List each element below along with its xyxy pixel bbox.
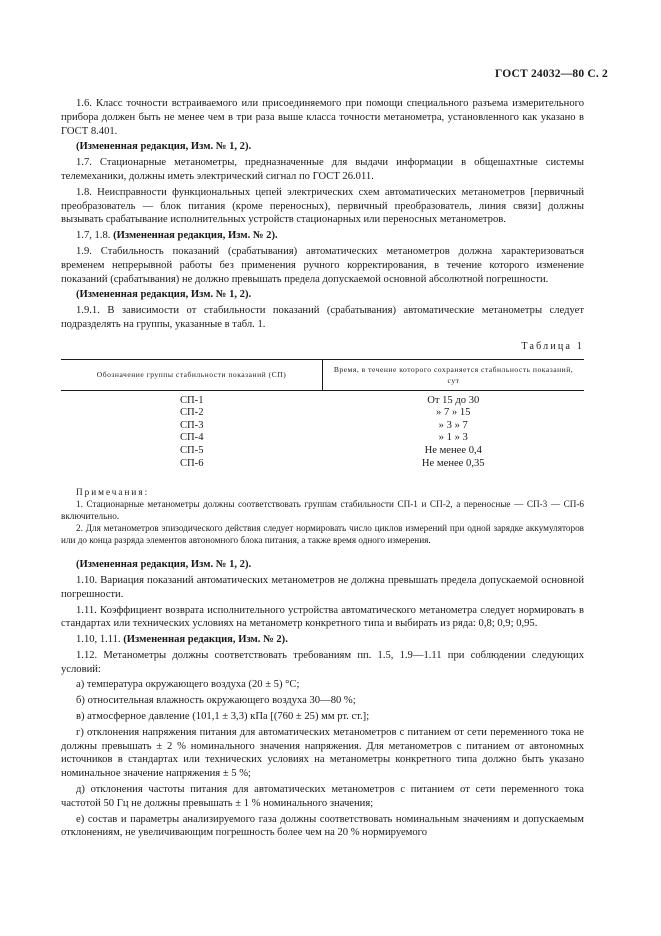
clause-1-8: 1.8. Неисправности функциональных цепей электрических схем автоматических метанометров [первичный преобразователь — блок питания (кроме переносных), первичный преобразователь, линия связи] должны вызывать срабатывание исполнительных устройств стационарных или переносных метанометров. — [61, 186, 584, 226]
edition-note: (Измененная редакция, Изм. № 2). — [123, 634, 288, 646]
condition-e: е) состав и параметры анализируемого газа должны соответствовать номинальным значениям и допускаемым отклонениям, не увеличивающим погрешность более чем на 20 % нормируемого — [61, 813, 584, 839]
notes-edition-note: (Измененная редакция, Изм. № 1, 2). — [76, 559, 252, 571]
condition-g: г) отклонения напряжения питания для автоматических метанометров с питанием от сети переменного тока не должны превышать ± 2 % номинального значения напряжения. Для метанометров с питанием от автономных источников в стандартах или технических условиях на метанометры конкретного типа должно быть указано номинальное значение напряжения ± 5 %; — [61, 726, 584, 780]
table-header-time: Время, в течение которого сохраняется стабильность показаний, сут — [323, 359, 585, 390]
clause-1-9-1: 1.9.1. В зависимости от стабильности показаний (срабатывания) автоматические метанометры следует подразделять на группы, указанные в табл. 1. — [61, 305, 584, 330]
table-cell-group: СП-1 — [179, 394, 204, 406]
table-cell-time: Не менее 0,35 — [421, 457, 485, 469]
table-row — [61, 458, 584, 483]
table-notes — [61, 486, 584, 546]
table-row — [61, 407, 584, 420]
table-row — [61, 390, 584, 407]
clause-1-7: 1.7. Стационарные метанометры, предназначенные для выдачи информации в общешахтные системы телемеханики, должны иметь электрический сигнал по ГОСТ 26.011. — [61, 157, 584, 182]
table-cell-group: СП-6 — [179, 457, 204, 469]
clause-1-9: 1.9. Стабильность показаний (срабатывания) автоматических метанометров должна характеризоваться временем непрерывной работы без применения ручного корректирования, в течение которого изменение показаний (срабатывания) не должно превышать предела допускаемой основной абсолютной погрешности. — [61, 245, 584, 285]
clause-1-6: 1.6. Класс точности встраиваемого или присоединяемого при помощи специального разъема измерительного прибора должен быть не менее чем в три раза выше класса точности метанометра, установленного как указано в ГОСТ 8.401. — [61, 98, 584, 137]
condition-b: б) относительная влажность окружающего воздуха 30—80 %; — [76, 695, 356, 707]
edition-note: (Измененная редакция, Изм. № 2). — [113, 230, 278, 242]
table-cell-time: От 15 до 30 — [427, 394, 480, 406]
clause-1-11: 1.11. Коэффициент возврата исполнительного устройства автоматического метанометра следует нормировать в стандартах или технических условиях на метанометр конкретного типа и выбирать из ряда: 0,8; 0,9; 0,95. — [61, 604, 584, 630]
clause-1-9-edition-note: (Измененная редакция, Изм. № 1, 2). — [76, 289, 252, 301]
table-row — [61, 445, 584, 458]
clause-number: 1.10, 1.11. — [76, 634, 124, 646]
notes-title: Примечания: — [76, 487, 150, 498]
clause-1-10-1-11-edition — [61, 633, 584, 647]
table-cell-group: СП-4 — [179, 432, 204, 444]
table-row — [61, 432, 584, 445]
condition-v: в) атмосферное давление (101,1 ± 3,3) кПа [(760 ± 25) мм рт. ст.]; — [76, 711, 370, 723]
clause-1-6-edition-note: (Измененная редакция, Изм. № 1, 2). — [76, 141, 252, 153]
table-cell-time: » 3 » 7 — [438, 419, 468, 431]
clause-number: 1.7, 1.8. — [76, 230, 114, 242]
page-header: ГОСТ 24032—80 С. 2 — [495, 68, 608, 80]
page-content — [61, 97, 584, 842]
condition-a: а) температура окружающего воздуха (20 ± 5) °С; — [76, 679, 300, 691]
stability-groups-table — [61, 359, 584, 483]
table-cell-group: СП-5 — [179, 444, 204, 456]
condition-d: д) отклонения частоты питания для автоматических метанометров с питанием от сети переменного тока частотой 50 Гц не должны превышать ± 1 % номинального значения; — [61, 784, 584, 809]
note-1: 1. Стационарные метанометры должны соответствовать группам стабильности СП-1 и СП-2, а переносные — СП-3 — СП-6 включительно. — [61, 499, 584, 522]
table-caption: Таблица 1 — [521, 340, 584, 352]
clause-1-12: 1.12. Метанометры должны соответствовать требованиям пп. 1.5, 1.9—1.11 при соблюдении следующих условий: — [61, 649, 584, 675]
table-row — [61, 420, 584, 433]
clause-1-10: 1.10. Вариация показаний автоматических метанометров не должна превышать предела допускаемой основной погрешности. — [61, 574, 584, 600]
table-cell-group: СП-2 — [179, 407, 204, 419]
clause-1-7-1-8-edition — [61, 229, 584, 243]
table-header-group: Обозначение группы стабильности показаний (СП) — [61, 359, 323, 390]
table-cell-time: » 1 » 3 — [438, 432, 468, 444]
note-2: 2. Для метанометров эпизодического действия следует нормировать число циклов измерений при одной зарядке аккумуляторов или до конца разряда элементов автономного блока питания, а также время одного измерения. — [61, 523, 584, 546]
table-cell-time: Не менее 0,4 — [424, 444, 482, 456]
table-cell-group: СП-3 — [179, 419, 204, 431]
table-cell-time: » 7 » 15 — [436, 407, 471, 419]
